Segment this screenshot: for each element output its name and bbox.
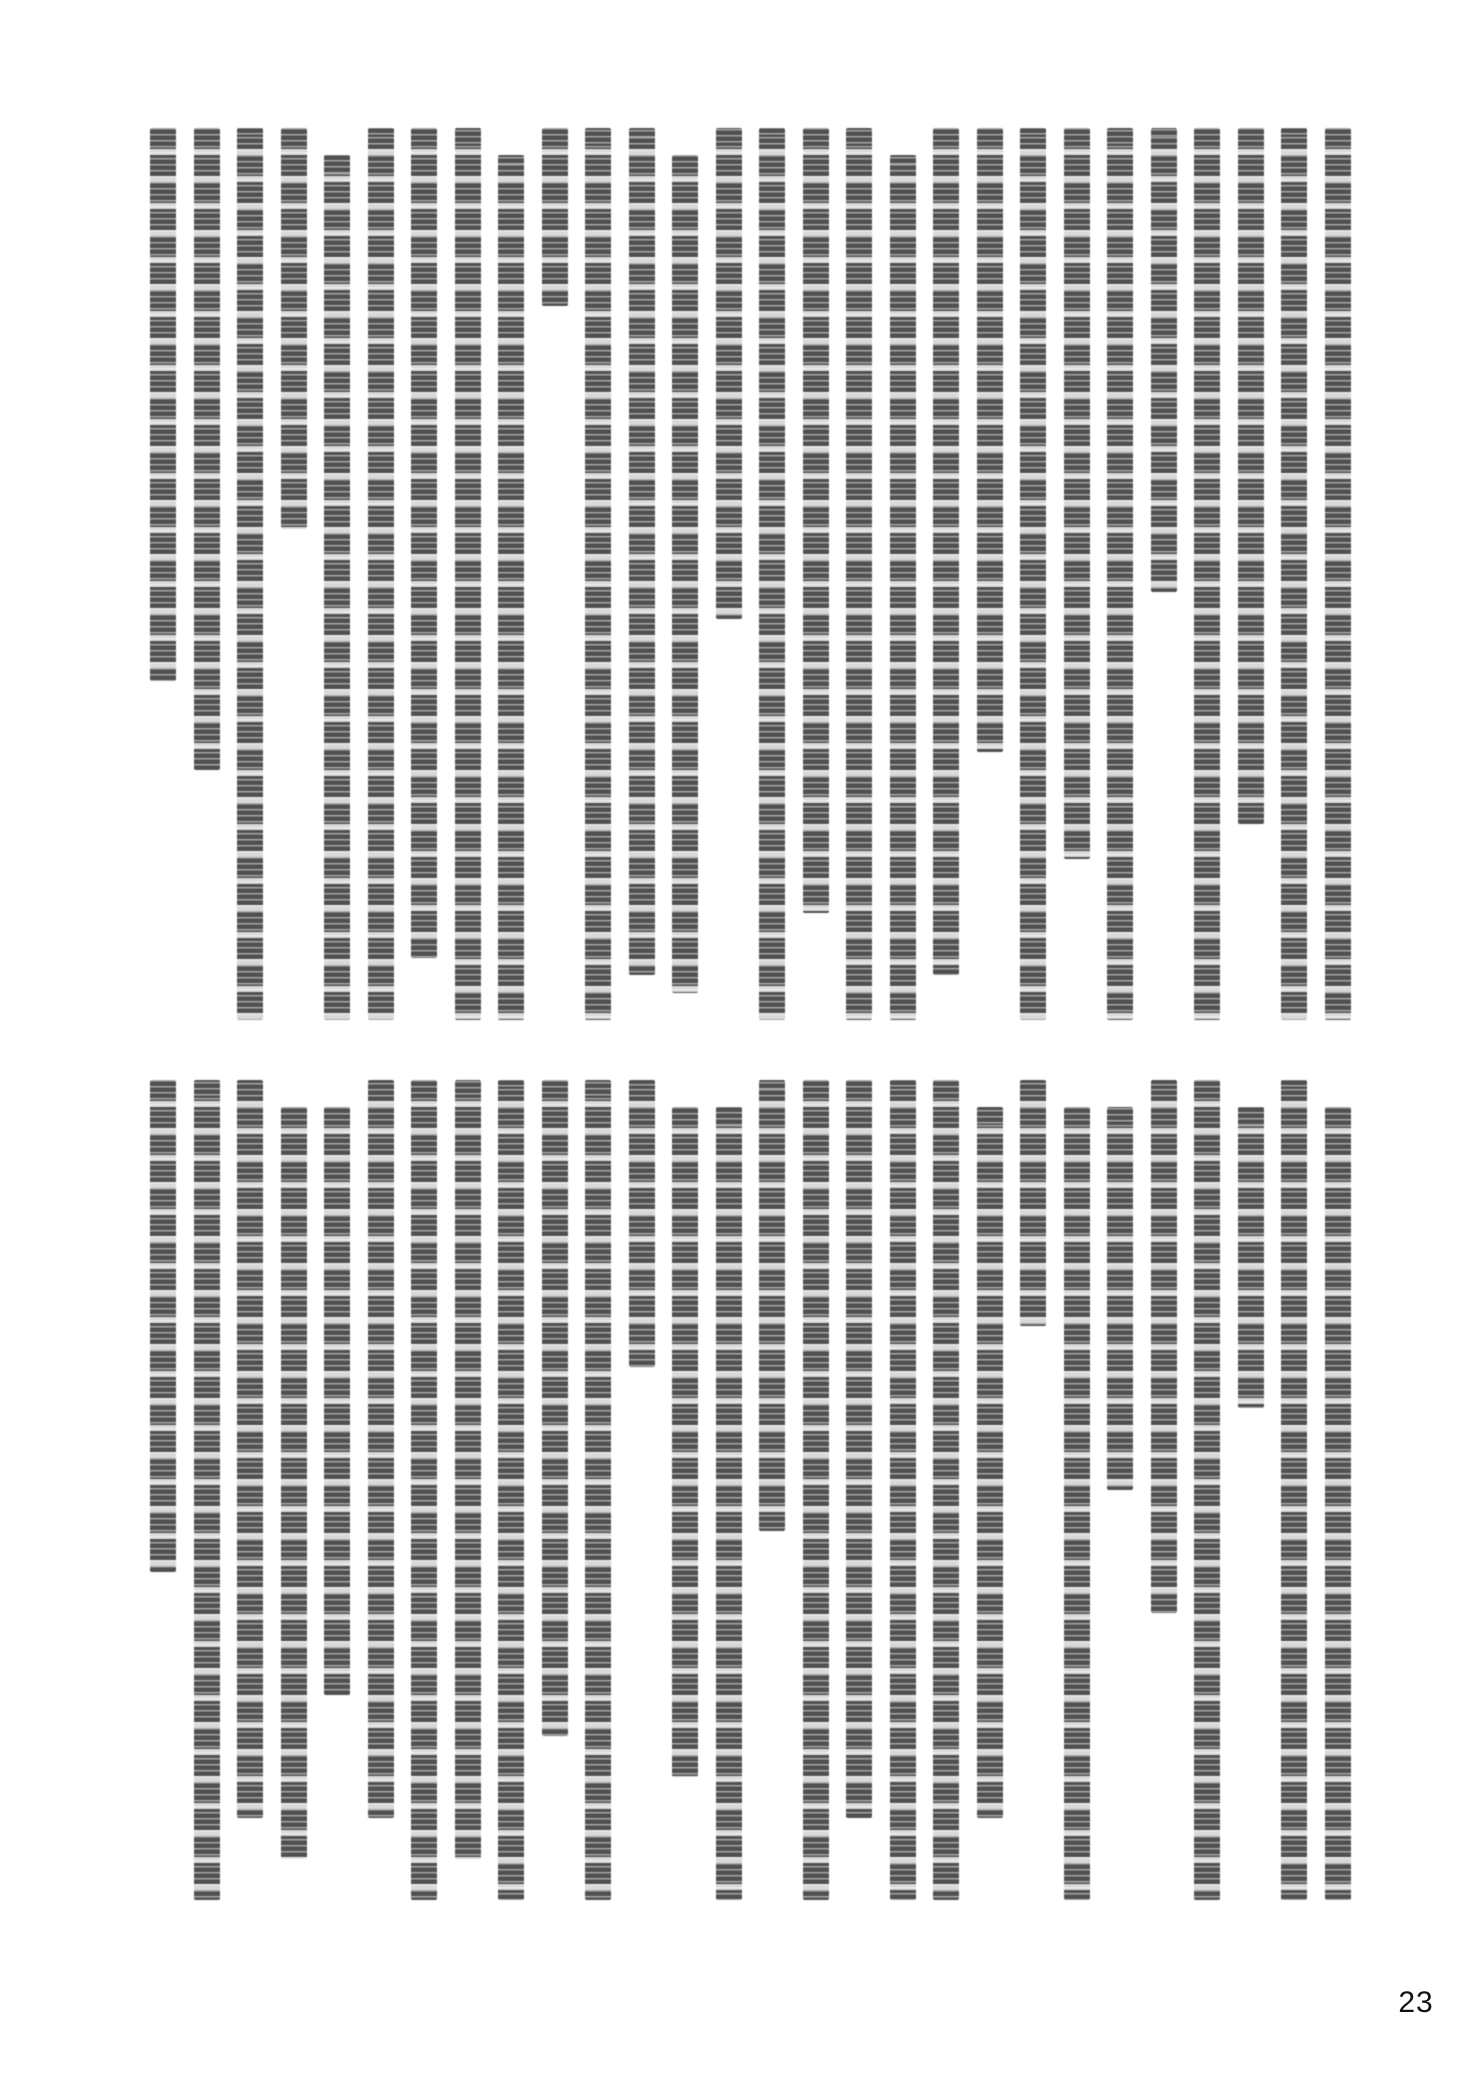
redacted-text-column <box>890 1080 916 1900</box>
redacted-text-column <box>237 1080 263 1818</box>
redacted-text-column <box>498 1080 524 1900</box>
redacted-text-column <box>1325 128 1351 1020</box>
redacted-text-column <box>1194 128 1220 1020</box>
redacted-text-column <box>803 128 829 913</box>
redacted-text-column <box>759 1080 785 1531</box>
redacted-text-column <box>890 155 916 1020</box>
redacted-text-column <box>150 128 176 681</box>
redacted-text-column <box>498 155 524 1020</box>
redacted-text-column <box>672 155 698 993</box>
redacted-text-column <box>672 1107 698 1777</box>
redacted-text-column <box>194 128 220 770</box>
redacted-text-column <box>1281 128 1307 1020</box>
redacted-text-column <box>803 1080 829 1900</box>
redacted-text-column <box>324 155 350 1020</box>
redacted-text-column <box>716 128 742 619</box>
redacted-text-column <box>455 128 481 1020</box>
redacted-text-column <box>933 1080 959 1900</box>
redacted-text-column <box>281 128 307 529</box>
redacted-text-column <box>1194 1080 1220 1900</box>
redacted-text-column <box>585 1080 611 1900</box>
redacted-text-column <box>150 1080 176 1572</box>
redacted-text-column <box>411 1080 437 1900</box>
redacted-text-column <box>1064 1107 1090 1900</box>
redacted-text-column <box>1151 1080 1177 1613</box>
redacted-text-column <box>977 1107 1003 1818</box>
redacted-text-column <box>1107 1107 1133 1490</box>
redacted-text-column <box>1151 128 1177 592</box>
redacted-text-column <box>368 1080 394 1818</box>
redacted-text-column <box>629 128 655 975</box>
redacted-text-column <box>1238 128 1264 824</box>
redacted-text-column <box>933 128 959 975</box>
redacted-text-column <box>1020 1080 1046 1326</box>
redacted-text-column <box>846 1080 872 1818</box>
redacted-text-column <box>1238 1107 1264 1408</box>
redacted-text-column <box>281 1107 307 1859</box>
redacted-text-column <box>324 1107 350 1695</box>
redacted-text-column <box>846 128 872 1020</box>
redacted-text-column <box>194 1080 220 1900</box>
redacted-text-column <box>585 128 611 1020</box>
redacted-text-column <box>1064 128 1090 859</box>
redacted-text-column <box>1281 1080 1307 1900</box>
redacted-text-column <box>368 128 394 1020</box>
bottom-text-block <box>150 1080 1351 1900</box>
redacted-text-column <box>716 1107 742 1900</box>
redacted-text-column <box>1325 1107 1351 1900</box>
redacted-text-column <box>237 128 263 1020</box>
redacted-text-column <box>1107 128 1133 1020</box>
redacted-text-column <box>759 128 785 1020</box>
redacted-text-column <box>1020 128 1046 1020</box>
redacted-text-column <box>411 128 437 958</box>
redacted-text-column <box>455 1080 481 1859</box>
redacted-text-column <box>977 128 1003 752</box>
redacted-text-column <box>629 1080 655 1367</box>
redacted-text-column <box>542 128 568 306</box>
page-number: 23 <box>1398 1986 1434 2019</box>
top-text-block <box>150 128 1351 1020</box>
redacted-text-column <box>542 1080 568 1736</box>
